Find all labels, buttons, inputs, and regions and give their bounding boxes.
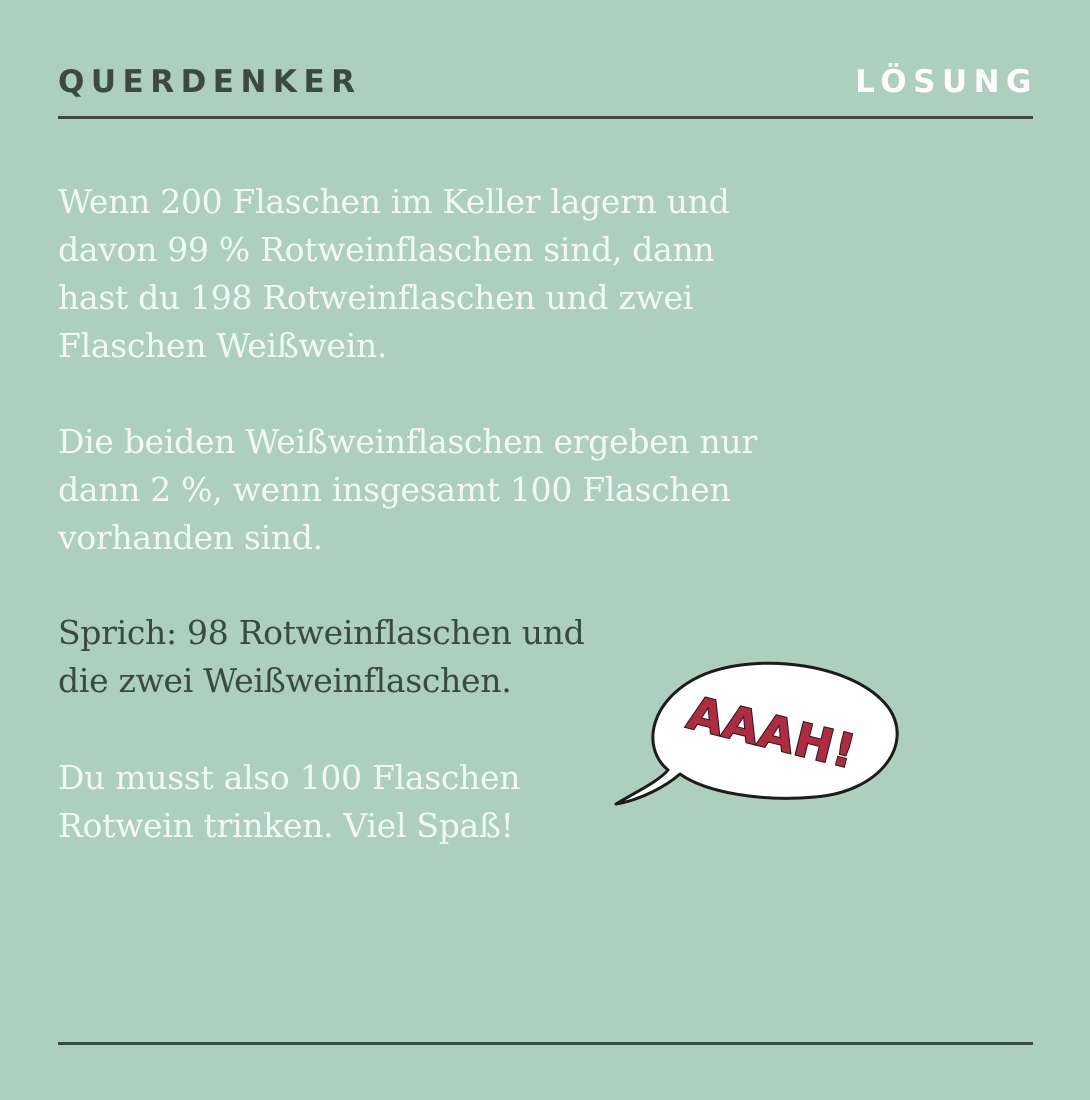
- paragraph-1: Wenn 200 Flaschen im Keller lagern und davon 99 % Rotweinflaschen sind, dann hast du 198 Rotweinflaschen und zwei Flaschen Weißwein.: [58, 182, 730, 365]
- paragraph-2: Die beiden Weißweinflaschen ergeben nur dann 2 %, wenn insgesamt 100 Flaschen vorhanden sind.: [58, 422, 757, 557]
- paragraph-3: Sprich: 98 Rotweinflaschen und die zwei Weißweinflaschen.: [58, 613, 585, 700]
- speech-bubble: [610, 652, 910, 812]
- top-divider: [58, 116, 1033, 119]
- paragraph-4: Du musst also 100 Flaschen Rotwein trinken. Viel Spaß!: [58, 758, 521, 845]
- speech-bubble-text: AAAH!: [682, 685, 862, 780]
- header-title: QUERDENKER: [58, 64, 362, 100]
- header-solution-label: LÖSUNG: [855, 64, 1038, 100]
- bottom-divider: [58, 1042, 1033, 1045]
